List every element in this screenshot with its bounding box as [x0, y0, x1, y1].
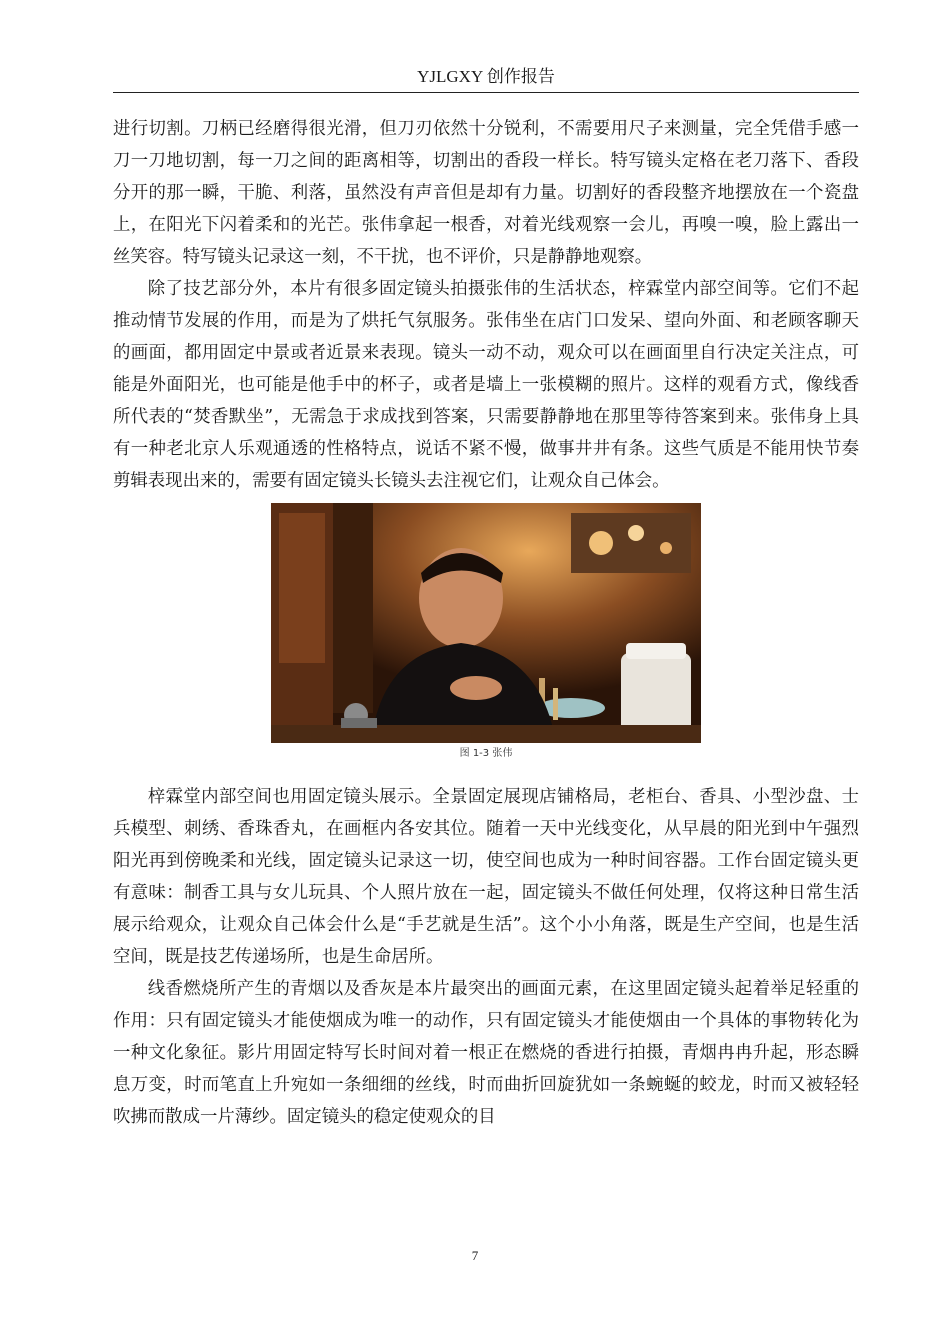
page-number: 7 [471, 1248, 479, 1263]
figure-1-3 [113, 503, 859, 761]
paragraph-2: 除了技艺部分外，本片有很多固定镜头拍摄张伟的生活状态，梓霖堂内部空间等。它们不起推动情节发展的作用，而是为了烘托气氛服务。张伟坐在店门口发呆、望向外面、和老顾客聊天的画面，都用固定中景或者近景来表现。镜头一动不动，观众可以在画面里自行决定关注点，可能是外面阳光，也可能是他手中的杯子，或者是墙上一张模糊的照片。这样的观看方式，像线香所代表的“焚香默坐”，无需急于求成找到答案，只需要静静地在那里等待答案到来。张伟身上具有一种老北京人乐观通透的性格特点，说话不紧不慢，做事井井有条。这些气质是不能用快节奏剪辑表现出来的，需要有固定镜头长镜头去注视它们，让观众自己体会。 [113, 279, 859, 491]
paragraph-1: 进行切割。刀柄已经磨得很光滑，但刀刃依然十分锐利，不需要用尺子来测量，完全凭借手感一刀一刀地切割，每一刀之间的距离相等，切割出的香段一样长。特写镜头定格在老刀落下、香段分开的那一瞬，干脆、利落，虽然没有声音但是却有力量。切割好的香段整齐地摆放在一个瓷盘上，在阳光下闪着柔和的光芒。张伟拿起一根香，对着光线观察一会儿，再嗅一嗅，脸上露出一丝笑容。特写镜头记录这一刻，不干扰，也不评价，只是静静地观察。 [113, 119, 859, 267]
paragraph-3: 梓霖堂内部空间也用固定镜头展示。全景固定展现店铺格局，老柜台、香具、小型沙盘、士兵模型、刺绣、香珠香丸，在画框内各安其位。随着一天中光线变化，从早晨的阳光到中午强烈阳光再到傍晚柔和光线，固定镜头记录这一切，使空间也成为一种时间容器。工作台固定镜头更有意味：制香工具与女儿玩具、个人照片放在一起，固定镜头不做任何处理，仅将这种日常生活展示给观众，让观众自己体会什么是“手艺就是生活”。这个小小角落，既是生产空间，也是生活空间，既是技艺传递场所，也是生命居所。 [113, 787, 859, 967]
zhang-wei-photo [271, 503, 701, 743]
header-rule [113, 92, 859, 93]
document-body [113, 113, 859, 1133]
figure-caption: 图 1-3 张伟 [459, 748, 513, 759]
paragraph-4: 线香燃烧所产生的青烟以及香灰是本片最突出的画面元素，在这里固定镜头起着举足轻重的作用：只有固定镜头才能使烟成为唯一的动作，只有固定镜头才能使烟由一个具体的事物转化为一种文化象征。影片用固定特写长时间对着一根正在燃烧的香进行拍摄，青烟冉冉升起，形态瞬息万变，时而笔直上升宛如一条细细的丝线，时而曲折回旋犹如一条蜿蜒的蛟龙，时而又被轻轻吹拂而散成一片薄纱。固定镜头的稳定使观众的目 [113, 979, 859, 1127]
page-header: YJLGXY 创作报告 [417, 67, 555, 86]
